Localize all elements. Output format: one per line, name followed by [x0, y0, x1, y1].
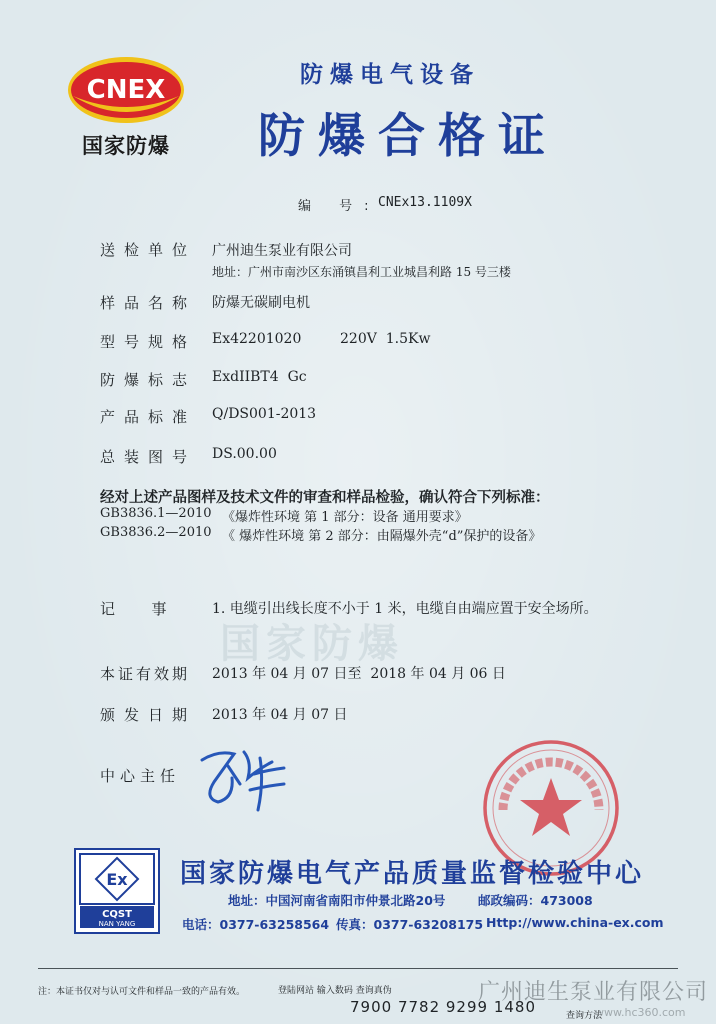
footer-divider — [38, 968, 678, 969]
model-label: 型号规格 — [100, 333, 197, 351]
drawing-value: DS.00.00 — [212, 446, 277, 462]
signature-icon — [188, 738, 308, 818]
footer-query-hint: 登陆网站 输入数码 查询真伪 — [278, 986, 392, 996]
standard-title-2: 《 爆炸性环境 第 2 部分：由隔爆外壳“d”保护的设备》 — [222, 529, 542, 544]
model-spec: 220V 1.5Kw — [340, 331, 431, 347]
notes-text: 1. 电缆引出线长度不小于 1 米，电缆自由端应置于安全场所。 — [212, 601, 598, 617]
notes-label: 记 事 — [100, 600, 176, 618]
site-watermark: www.hc360.com — [595, 1006, 686, 1019]
page-title: 防爆合格证 — [258, 109, 558, 164]
badge-city-text: NAN YANG — [98, 920, 136, 928]
company-watermark: 广州迪生泵业有限公司 — [478, 980, 709, 1005]
logo-mark-text: CNEX — [86, 75, 166, 105]
footer-note: 注：本证书仅对与认可文件和样品一致的产品有效。 — [38, 987, 246, 997]
drawing-label: 总装图号 — [100, 448, 197, 466]
org-website: Http://www.china-ex.com — [486, 915, 664, 930]
standard-value: Q/DS001-2013 — [212, 406, 317, 422]
applicant-value: 广州迪生泵业有限公司 — [212, 243, 352, 259]
background-watermark: 国家防爆 — [220, 621, 404, 667]
footer-query-method: 查询方法 — [566, 1011, 603, 1021]
issue-value: 2013 年 04 月 07 日 — [212, 707, 348, 723]
cert-no-label: 编 号: — [298, 199, 381, 214]
applicant-label: 送检单位 — [100, 241, 197, 259]
cnex-logo-icon — [67, 56, 185, 124]
badge-ex-text: Ex — [106, 870, 128, 889]
title-small: 防爆电气设备 — [300, 62, 480, 88]
logo-subtitle: 国家防爆 — [82, 134, 170, 158]
product-label: 样品名称 — [100, 294, 197, 312]
verification-code: 7900 7782 9299 1480 — [350, 998, 536, 1016]
validity-label: 本证有效期 — [100, 665, 191, 683]
model-value: Ex42201020 — [212, 331, 302, 347]
org-phone: 电话：0377-63258564 — [182, 917, 330, 932]
standard-code-1: GB3836.1—2010 — [100, 506, 212, 521]
issue-label: 颁发日期 — [100, 706, 197, 724]
org-address: 地址：中国河南省南阳市仲景北路20号 — [228, 893, 446, 908]
director-label: 中心主任 — [100, 767, 181, 785]
org-name: 国家防爆电气产品质量监督检验中心 — [180, 859, 645, 889]
exmark-label: 防爆标志 — [100, 371, 197, 389]
cert-no-value: CNEx13.1109X — [378, 195, 472, 210]
validity-value: 2013 年 04 月 07 日至 2018 年 04 月 06 日 — [212, 666, 506, 682]
badge-cqst-text: CQST — [102, 909, 132, 920]
cqst-badge-icon — [74, 848, 160, 934]
standard-code-2: GB3836.2—2010 — [100, 525, 212, 540]
org-fax: 传真：0377-63208175 — [336, 917, 484, 932]
product-value: 防爆无碳刷电机 — [212, 295, 310, 311]
conformity-intro: 经对上述产品图样及技术文件的审查和样品检验，确认符合下列标准： — [100, 490, 550, 506]
exmark-value: ExdIIBT4 Gc — [212, 369, 307, 385]
org-postcode: 邮政编码：473008 — [478, 893, 593, 908]
applicant-address: 地址：广州市南沙区东涌镇昌利工业城昌利路 15 号三楼 — [212, 265, 511, 279]
standard-label: 产品标准 — [100, 408, 197, 426]
standard-title-1: 《爆炸性环境 第 1 部分：设备 通用要求》 — [222, 510, 468, 525]
